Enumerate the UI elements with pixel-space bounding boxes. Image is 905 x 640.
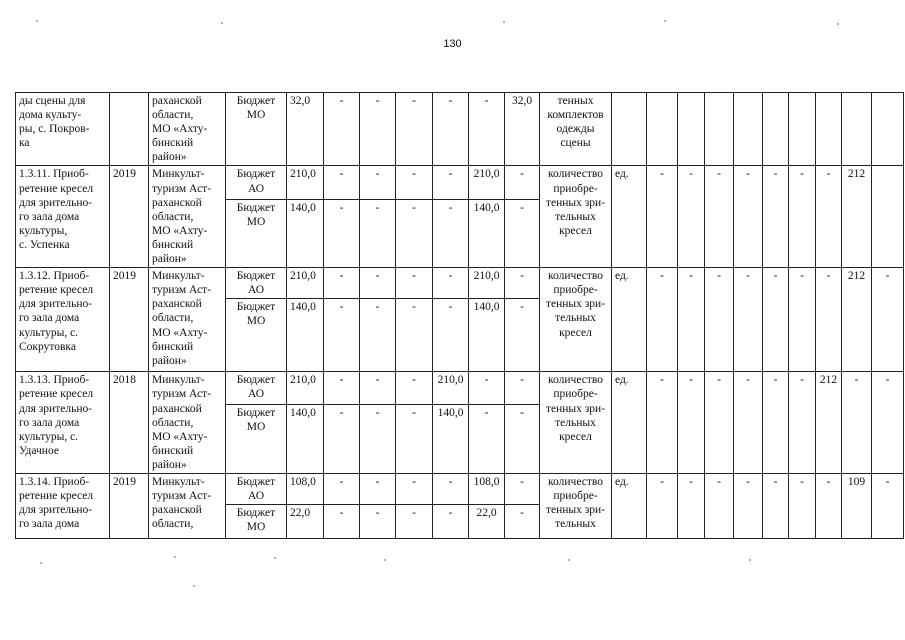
funding-value-cell: - xyxy=(433,268,469,299)
measure-name-cell: 1.3.12. Приоб- ретение кресел для зрительно- го зала дома культуры, с. Сокрутовка xyxy=(16,268,110,372)
target-value-cell xyxy=(789,93,816,166)
year-cell xyxy=(110,93,149,166)
target-value-cell: - xyxy=(647,473,678,538)
program-table xyxy=(15,92,904,539)
scan-speck xyxy=(174,556,176,558)
target-value-cell xyxy=(705,93,734,166)
funding-value-cell: - xyxy=(324,405,360,474)
funding-value-cell: 108,0 xyxy=(287,473,324,504)
target-value-cell: - xyxy=(789,372,816,474)
funding-value-cell: - xyxy=(396,505,433,539)
unit-cell xyxy=(612,93,647,166)
funding-value-cell: - xyxy=(396,166,433,200)
funding-value-cell: - xyxy=(324,372,360,405)
funding-value-cell: - xyxy=(324,166,360,200)
table-row xyxy=(16,473,904,504)
measure-name-cell: 1.3.11. Приоб- ретение кресел для зрительно- го зала дома культуры, с. Успенка xyxy=(16,166,110,268)
funding-source-cell: Бюджет МО xyxy=(226,93,287,166)
funding-value-cell: 210,0 xyxy=(287,372,324,405)
target-value-cell: - xyxy=(763,372,789,474)
funding-value-cell: - xyxy=(396,268,433,299)
funding-source-cell: Бюджет АО xyxy=(226,268,287,299)
target-value-cell: 109 xyxy=(842,473,872,538)
target-value-cell: - xyxy=(789,166,816,268)
funding-value-cell: - xyxy=(505,166,540,200)
funding-value-cell: 140,0 xyxy=(469,299,505,372)
executor-cell: Минкульт- туризм Аст- раханской области, xyxy=(149,473,226,538)
target-value-cell: - xyxy=(647,372,678,474)
target-value-cell xyxy=(872,166,904,268)
measure-name-cell: 1.3.14. Приоб- ретение кресел для зрительно- го зала дома xyxy=(16,473,110,538)
funding-value-cell: - xyxy=(396,473,433,504)
funding-source-cell: Бюджет МО xyxy=(226,299,287,372)
year-cell: 2019 xyxy=(110,166,149,268)
scan-speck xyxy=(384,559,386,561)
funding-value-cell: - xyxy=(396,299,433,372)
funding-value-cell: - xyxy=(433,473,469,504)
target-value-cell: 212 xyxy=(816,372,842,474)
table-row xyxy=(16,372,904,405)
scan-speck xyxy=(837,23,839,25)
funding-value-cell: - xyxy=(360,268,396,299)
funding-value-cell: - xyxy=(505,200,540,268)
funding-value-cell: - xyxy=(505,473,540,504)
funding-value-cell: 210,0 xyxy=(469,268,505,299)
funding-value-cell: - xyxy=(360,93,396,166)
funding-value-cell: - xyxy=(505,372,540,405)
target-value-cell: - xyxy=(705,473,734,538)
funding-value-cell: - xyxy=(433,505,469,539)
funding-value-cell: - xyxy=(505,505,540,539)
unit-cell: ед. xyxy=(612,268,647,372)
funding-value-cell: - xyxy=(324,200,360,268)
unit-cell: ед. xyxy=(612,166,647,268)
target-value-cell: - xyxy=(842,372,872,474)
funding-source-cell: Бюджет АО xyxy=(226,166,287,200)
funding-value-cell: - xyxy=(324,505,360,539)
funding-value-cell: - xyxy=(324,473,360,504)
funding-value-cell: - xyxy=(396,93,433,166)
funding-value-cell: 140,0 xyxy=(433,405,469,474)
funding-source-cell: Бюджет МО xyxy=(226,505,287,539)
funding-value-cell: - xyxy=(324,268,360,299)
target-value-cell xyxy=(647,93,678,166)
scan-speck xyxy=(274,557,276,559)
funding-value-cell: - xyxy=(360,372,396,405)
target-value-cell: - xyxy=(816,268,842,372)
target-value-cell: - xyxy=(705,268,734,372)
scan-speck xyxy=(36,20,38,22)
year-cell: 2019 xyxy=(110,268,149,372)
funding-value-cell: 210,0 xyxy=(433,372,469,405)
target-value-cell: - xyxy=(734,372,763,474)
funding-value-cell: 108,0 xyxy=(469,473,505,504)
funding-value-cell: - xyxy=(396,372,433,405)
indicator-cell: количество приобре- тенных зри- тельных кресел xyxy=(540,268,612,372)
scan-speck xyxy=(568,559,570,561)
funding-value-cell: 210,0 xyxy=(287,166,324,200)
target-value-cell: - xyxy=(872,372,904,474)
target-value-cell: - xyxy=(816,473,842,538)
target-value-cell xyxy=(678,93,705,166)
indicator-cell: тенных комплектов одежды сцены xyxy=(540,93,612,166)
funding-value-cell: 32,0 xyxy=(505,93,540,166)
funding-value-cell: - xyxy=(396,200,433,268)
year-cell: 2018 xyxy=(110,372,149,474)
funding-value-cell: 210,0 xyxy=(287,268,324,299)
scan-speck xyxy=(664,20,666,22)
funding-value-cell: - xyxy=(469,405,505,474)
target-value-cell: - xyxy=(678,372,705,474)
indicator-cell: количество приобре- тенных зри- тельных кресел xyxy=(540,372,612,474)
executor-cell: Минкульт- туризм Аст- раханской области, МО «Ахту- бинский район» xyxy=(149,268,226,372)
target-value-cell: - xyxy=(647,166,678,268)
target-value-cell: - xyxy=(647,268,678,372)
scan-speck xyxy=(503,21,505,23)
target-value-cell xyxy=(842,93,872,166)
scan-speck xyxy=(749,559,751,561)
funding-value-cell: 140,0 xyxy=(287,405,324,474)
funding-source-cell: Бюджет АО xyxy=(226,372,287,405)
funding-value-cell: - xyxy=(324,93,360,166)
funding-value-cell: - xyxy=(505,405,540,474)
funding-value-cell: - xyxy=(505,299,540,372)
funding-value-cell: - xyxy=(360,299,396,372)
target-value-cell: - xyxy=(705,372,734,474)
funding-source-cell: Бюджет МО xyxy=(226,200,287,268)
funding-value-cell: 140,0 xyxy=(287,299,324,372)
funding-value-cell: 22,0 xyxy=(469,505,505,539)
table-row xyxy=(16,166,904,200)
funding-value-cell: - xyxy=(433,299,469,372)
funding-value-cell: - xyxy=(360,473,396,504)
table-row xyxy=(16,268,904,299)
indicator-cell: количество приобре- тенных зри- тельных кресел xyxy=(540,166,612,268)
funding-value-cell: - xyxy=(469,372,505,405)
target-value-cell: - xyxy=(789,473,816,538)
funding-value-cell: 140,0 xyxy=(287,200,324,268)
target-value-cell: - xyxy=(705,166,734,268)
table-row xyxy=(16,93,904,166)
target-value-cell xyxy=(734,93,763,166)
target-value-cell: - xyxy=(678,268,705,372)
page-number: 130 xyxy=(443,38,462,50)
target-value-cell: 212 xyxy=(842,166,872,268)
target-value-cell: - xyxy=(678,166,705,268)
target-value-cell: - xyxy=(872,473,904,538)
funding-value-cell: 32,0 xyxy=(287,93,324,166)
unit-cell: ед. xyxy=(612,372,647,474)
funding-value-cell: - xyxy=(324,299,360,372)
funding-value-cell: - xyxy=(360,505,396,539)
funding-value-cell: - xyxy=(360,200,396,268)
funding-value-cell: - xyxy=(433,93,469,166)
target-value-cell: - xyxy=(734,473,763,538)
indicator-cell: количество приобре- тенных зри- тельных xyxy=(540,473,612,538)
target-value-cell xyxy=(763,93,789,166)
funding-value-cell: - xyxy=(469,93,505,166)
target-value-cell: - xyxy=(763,166,789,268)
target-value-cell: - xyxy=(734,268,763,372)
funding-value-cell: - xyxy=(505,268,540,299)
funding-value-cell: 140,0 xyxy=(469,200,505,268)
funding-value-cell: - xyxy=(433,200,469,268)
funding-source-cell: Бюджет МО xyxy=(226,405,287,474)
executor-cell: Минкульт- туризм Аст- раханской области, МО «Ахту- бинский район» xyxy=(149,372,226,474)
funding-value-cell: - xyxy=(396,405,433,474)
scan-speck xyxy=(221,22,223,24)
target-value-cell: - xyxy=(763,268,789,372)
executor-cell: раханской области, МО «Ахту- бинский район» xyxy=(149,93,226,166)
funding-value-cell: 210,0 xyxy=(469,166,505,200)
measure-name-cell: 1.3.13. Приоб- ретение кресел для зрительно- го зала дома культуры, с. Удачное xyxy=(16,372,110,474)
target-value-cell: - xyxy=(763,473,789,538)
scan-speck xyxy=(40,562,42,564)
measure-name-cell: ды сцены для дома культу- ры, с. Покров- ка xyxy=(16,93,110,166)
target-value-cell: 212 xyxy=(842,268,872,372)
funding-value-cell: - xyxy=(433,166,469,200)
funding-value-cell: 22,0 xyxy=(287,505,324,539)
target-value-cell: - xyxy=(734,166,763,268)
unit-cell: ед. xyxy=(612,473,647,538)
executor-cell: Минкульт- туризм Аст- раханской области, МО «Ахту- бинский район» xyxy=(149,166,226,268)
funding-value-cell: - xyxy=(360,166,396,200)
target-value-cell: - xyxy=(789,268,816,372)
target-value-cell: - xyxy=(816,166,842,268)
target-value-cell: - xyxy=(872,268,904,372)
funding-value-cell: - xyxy=(360,405,396,474)
year-cell: 2019 xyxy=(110,473,149,538)
funding-source-cell: Бюджет АО xyxy=(226,473,287,504)
target-value-cell xyxy=(872,93,904,166)
target-value-cell xyxy=(816,93,842,166)
target-value-cell: - xyxy=(678,473,705,538)
scan-speck xyxy=(193,585,195,587)
